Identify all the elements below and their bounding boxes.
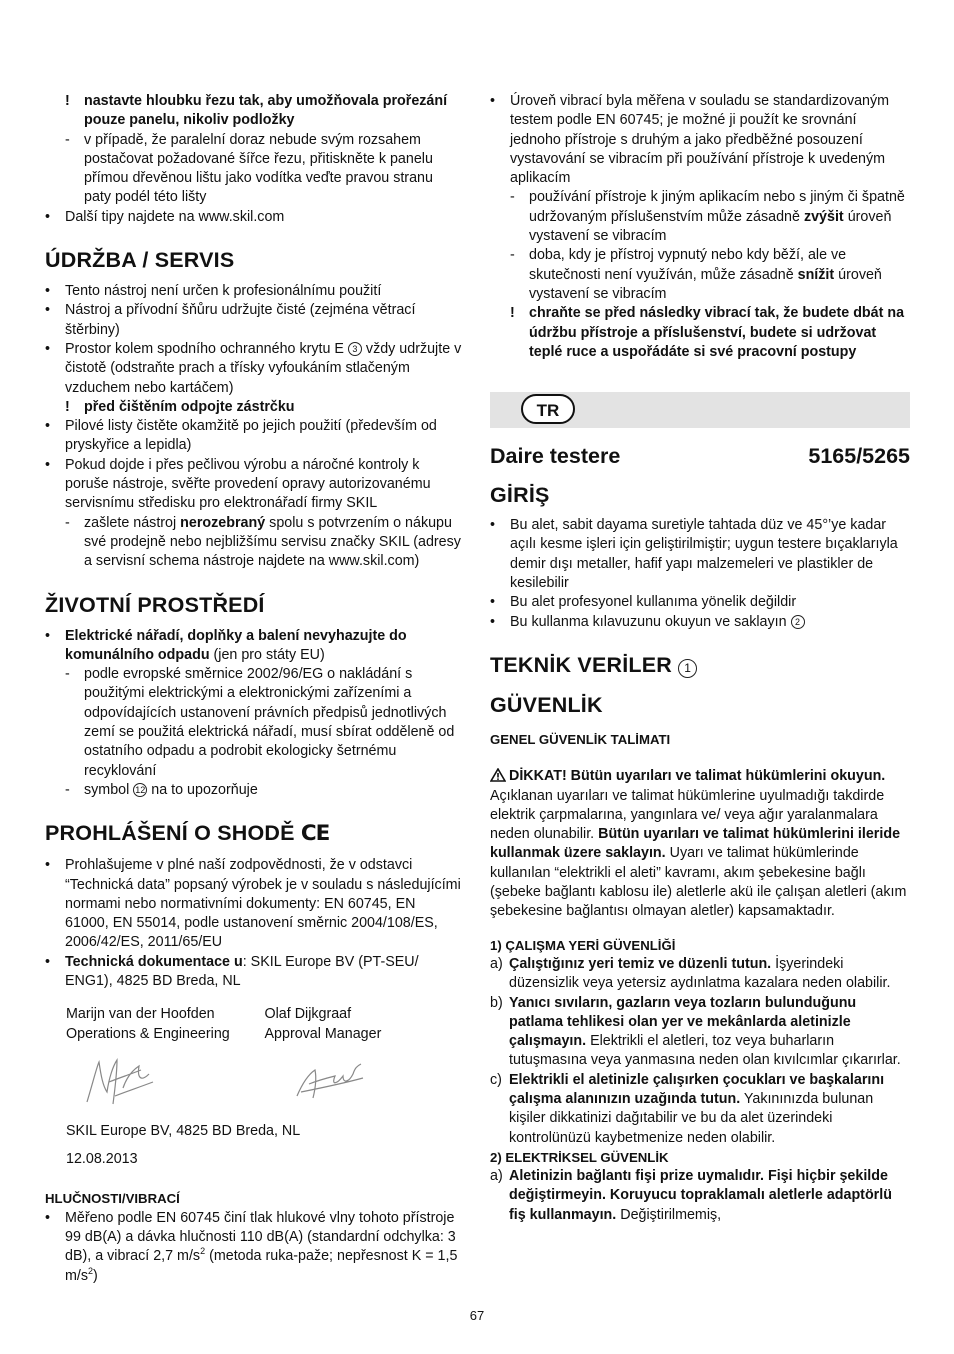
signature-1 — [79, 1052, 159, 1110]
subheading-work-area: 1) ÇALIŞMA YERİ GÜVENLİĞİ — [490, 937, 676, 953]
section-heading-conformity: PROHLÁŠENÍ O SHODĚ CE — [45, 821, 330, 847]
right-column — [490, 92, 910, 1225]
bullet-item: • Další tipy najdete na www.skil.com — [45, 208, 285, 225]
figure-ref-number: 2 — [791, 615, 805, 629]
figure-ref-number: 12 — [135, 784, 146, 795]
signatory-name: Olaf Dijkgraaf — [264, 1006, 352, 1023]
warning-paragraph: DİKKAT! Bütün uyarıları ve talimat hükümlerini okuyun. Açıklanan uyarıları ve talimat hükümlerine uyulmadığı takdirde elektrik çarpmalarına, yangınlara ve/ veya ağır yaralanmalara neden olunabilir. Bütün uyarıları ve talimat hükümlerini ileride kullanmak üzere saklayın. Uyarı ve talimat hükümlerinde kullanılan “elektrikli el aleti” kavramı, akım şebekesine bağlı (şebeke bağlantı kablosu ile) aletlerle akü ile çalışan aletleri (akım şebekesine bağlantısı olmayan aletler) kapsamaktadır. — [490, 768, 907, 920]
subheading-general-safety: GENEL GÜVENLİK TALİMATI — [490, 731, 671, 747]
section-heading-environment: ŽIVOTNÍ PROSTŘEDÍ — [45, 592, 265, 617]
ce-mark: CE — [300, 821, 330, 847]
product-title-row — [490, 443, 910, 469]
language-band — [490, 392, 910, 428]
warning-triangle-icon — [490, 768, 506, 782]
language-badge: TR — [521, 394, 575, 424]
company-address: SKIL Europe BV, 4825 BD Breda, NL — [66, 1122, 301, 1139]
bullet-item: • Úroveň vibrací byla měřena v souladu se standardizovaným testem podle EN 60745; je možné ji použít ke srovnání jednoho přístroje s druhým a jako předběžné posouzení vystavování se vibracím při používání přístroje k uvedeným aplikacím — [490, 93, 890, 187]
section-heading-noise: HLUČNOSTI/VIBRACÍ — [45, 1191, 180, 1207]
bullet-item: • Prostor kolem spodního ochranného krytu E 3 vždy udržujte v čistotě (odstraňte prach a třísky vyfoukáním stlačeným vzduchem nebo kartáčem) — [45, 340, 462, 396]
signatory-title: Operations & Engineering — [66, 1025, 230, 1042]
signatory-title: Approval Manager — [264, 1025, 382, 1042]
dash-item: - doba, kdy je přístroj vypnutý nebo kdy běží, ale ve skutečnosti není využíván, může zásadně snížit úroveň vystavení se vibracím — [510, 247, 882, 302]
dash-item: - podle evropské směrnice 2002/96/EG o nakládání s použitými elektrickými a elektronickými zařízeními a odpovídajících ustanovení právních předpisů jednotlivých zemí se použitá elektrická nářadí, musí sbírat odděleně od ostatního odpadu a podrobit ekologicky šetrnému recyklování — [65, 666, 455, 779]
product-title: Daire testere — [490, 444, 621, 469]
bullet-item: • Pilové listy čistěte okamžitě po jejich použití (především od pryskyřice a lepidla) — [45, 418, 437, 454]
signature-2 — [291, 1060, 371, 1104]
figure-ref-number: 1 — [678, 659, 697, 678]
bullet-item: • Tento nástroj není určen k profesionálnímu použití — [45, 283, 382, 300]
signature-images — [45, 1044, 463, 1122]
lettered-item: a) Çalıştığınız yeri temiz ve düzenli tutun. İşyerindeki düzensizlik veya yetersiz aydınlatma kazalara neden olabilir. — [490, 955, 891, 992]
dash-item: - v případě, že paralelní doraz nebude svým rozsahem postačovat požadované šířce řezu, přitiskněte k panelu přímou dřevěnou lištu jako vodítka veďte pravou stranu paty podél této lišty — [65, 131, 433, 206]
bullet-item: • Elektrické nářadí, doplňky a balení nevyhazujte do komunálního odpadu (jen pro státy EU) — [45, 627, 407, 663]
lettered-item: b) Yanıcı sıvıların, gazların veya tozların bulunduğunu patlama tehlikesi olan yer ve mekânlarda aletinizle çalışmayın. Elektrikli el aletleri, toz veya buharların tutuşmasına veya yanmasına neden olan kıvılcımlar çıkarırlar. — [490, 994, 901, 1069]
bullet-item: • Pokud dojde i přes pečlivou výrobu a náročné kontroly k poruše nástroje, svěřte provedení opravy autorizovanému servisnímu středisku pro elektronářadí firmy SKIL — [45, 456, 431, 512]
bullet-item: • Nástroj a přívodní šňůru udržujte čisté (zejména větrací štěrbiny) — [45, 302, 416, 338]
notice-item: ! před čištěním odpojte zástrčku — [65, 398, 295, 415]
declaration-date: 12.08.2013 — [66, 1151, 138, 1168]
notice-item: ! nastavte hloubku řezu tak, aby umožňovala prořezání pouze panelu, nikoliv podložky — [65, 93, 448, 129]
lettered-item: c) Elektrikli el aletinizle çalışırken çocukları ve başkalarını çalışma alanınızın uzağında tutun. Yakınınızda bulunan kişiler dikkatinizi dağıtabilir ve bu da alet üzerindeki kontrolünüzü kaybetmenize neden olabilir. — [490, 1071, 885, 1146]
notice-item: ! chraňte se před následky vibrací tak, že budete dbát na údržbu přístroje a příslušenství, budete si udržovat teplé ruce a uspořádáte si své pracovní postupy — [510, 305, 905, 360]
bullet-item: • Bu alet, sabit dayama suretiyle tahtada düz ve 45°’ye kadar açılı kesme işleri için geliştirilmiştir; uygun testere bıçaklarıyla demir dışı metaller, hafif yapı malzemeleri ve plastikler de kesilebilir — [490, 517, 898, 592]
left-column — [45, 92, 463, 1286]
section-heading-maintenance: ÚDRŽBA / SERVIS — [45, 248, 235, 273]
bullet-item: • Prohlašujeme v plné naší zodpovědnosti, že v odstavci “Technická data” popsaný výrobek je v souladu s následujícími normami nebo normativními dokumenty: EN 60745, EN 61000, EN 55014, podle ustanovení směrnic 2004/108/ES, 2006/42/ES, 2011/65/EU — [45, 857, 461, 951]
bullet-item: • Měřeno podle EN 60745 činí tlak hlukové vlny tohoto přístroje 99 dB(A) a dávka hlučnosti 110 dB(A) (standardní odchylka: 3 dB), a vibrací 2,7 $m/s^2$ (metoda ruka-paže; nepřesnost K = 1,5 $m/s^2$) — [45, 1209, 458, 1284]
dash-item: - používání přístroje k jiným aplikacím nebo s jiným či špatně udržovaným příslušenstvím může zásadně zvýšit úroveň vystavení se vibracím — [510, 189, 905, 245]
section-heading-technical: TEKNİK VERİLER 1 — [490, 652, 910, 678]
bullet-item: • Technická dokumentace u: SKIL Europe BV (PT-SEU/ ENG1), 4825 BD Breda, NL — [45, 953, 419, 989]
section-heading-safety: GÜVENLİK — [490, 692, 603, 717]
section-heading-intro: GİRİŞ — [490, 483, 550, 508]
lettered-item: a) Aletinizin bağlantı fişi prize uymalıdır. Fişi hiçbir şekilde değiştirmeyin. Koruyucu topraklamalı aletlerle adaptörlü fiş kullanmayın. Değiştirilmemiş, — [490, 1168, 892, 1223]
bullet-item: • Bu alet profesyonel kullanıma yönelik değildir — [490, 594, 797, 611]
signatories — [45, 1005, 463, 1044]
page-number: 67 — [469, 1308, 485, 1323]
signatory-name: Marijn van der Hoofden — [66, 1006, 215, 1023]
dash-item: - zašlete nástroj nerozebraný spolu s potvrzením o nákupu své prodejně nebo nejbližšímu servisu značky SKIL (adresy a servisní schema nástroje najdete na www.skil.com) — [65, 514, 461, 570]
bullet-item: • Bu kullanma kılavuzunu okuyun ve saklayın 2 — [490, 613, 910, 632]
figure-ref-number: 3 — [348, 342, 362, 356]
dash-item: - symbol 12 na to upozorňuje — [65, 781, 258, 798]
product-model: 5165/5265 — [808, 444, 910, 469]
subheading-electrical: 2) ELEKTRİKSEL GÜVENLİK — [490, 1149, 669, 1165]
